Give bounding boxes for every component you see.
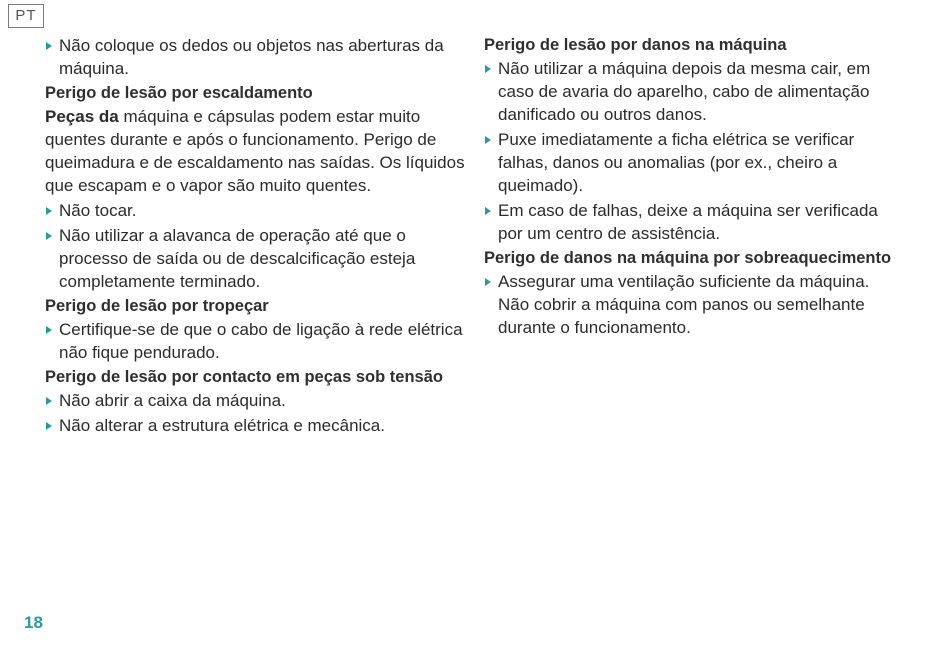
triangle-bullet-icon — [485, 65, 491, 73]
list-item — [45, 224, 470, 293]
triangle-bullet-icon — [46, 397, 52, 405]
triangle-bullet-icon — [46, 422, 52, 430]
section-heading-shock: Perigo de lesão por contacto em peças sob tensão — [45, 368, 443, 386]
list-item — [484, 270, 904, 339]
section-heading-damage: Perigo de lesão por danos na máquina — [484, 36, 787, 54]
list-item — [45, 389, 470, 412]
list-item — [484, 199, 904, 245]
intro-bullet-list — [45, 34, 470, 80]
list-item-text: Em caso de falhas, deixe a máquina ser verificada por um centro de assistência. — [498, 201, 878, 243]
triangle-bullet-icon — [46, 232, 52, 240]
list-item-text: Não utilizar a alavanca de operação até que o processo de saída ou de descalcificação esteja completamente terminado. — [59, 226, 416, 291]
shock-bullet-list — [45, 389, 470, 437]
language-badge: PT — [8, 4, 44, 28]
damage-bullet-list — [484, 57, 904, 245]
triangle-bullet-icon — [485, 207, 491, 215]
trip-bullet-list — [45, 318, 470, 364]
list-item-text: Não utilizar a máquina depois da mesma cair, em caso de avaria do aparelho, cabo de alimentação danificado ou outros danos. — [498, 59, 871, 124]
list-item-text: Não tocar. — [59, 201, 137, 220]
list-item — [484, 128, 904, 197]
triangle-bullet-icon — [46, 326, 52, 334]
scald-paragraph — [45, 105, 470, 197]
list-item — [45, 34, 470, 80]
left-column — [45, 34, 470, 439]
section-heading-overheat: Perigo de danos na máquina por sobreaquecimento — [484, 249, 892, 267]
section-heading-scald: Perigo de lesão por escaldamento — [45, 84, 313, 102]
list-item-text: Não abrir a caixa da máquina. — [59, 391, 286, 410]
scald-paragraph-text: máquina e cápsulas podem estar muito quentes durante e após o funcionamento. Perigo de queimadura e de escaldamento nas saídas. Os líquidos que escapam e o vapor são muito quentes. — [45, 107, 465, 195]
section-heading-trip: Perigo de lesão por tropeçar — [45, 297, 269, 315]
triangle-bullet-icon — [485, 136, 491, 144]
list-item — [484, 57, 904, 126]
list-item — [45, 199, 470, 222]
scald-paragraph-bold: Peças da — [45, 107, 119, 126]
list-item — [45, 414, 470, 437]
list-item-text: Puxe imediatamente a ficha elétrica se verificar falhas, danos ou anomalias (por ex., cheiro a queimado). — [498, 130, 855, 195]
list-item-text: Não alterar a estrutura elétrica e mecânica. — [59, 416, 385, 435]
page-number: 18 — [24, 613, 43, 632]
list-item-text: Certifique-se de que o cabo de ligação à rede elétrica não fique pendurado. — [59, 320, 463, 362]
right-column — [484, 34, 904, 341]
overheat-bullet-list — [484, 270, 904, 339]
list-item — [45, 318, 470, 364]
triangle-bullet-icon — [46, 207, 52, 215]
triangle-bullet-icon — [485, 278, 491, 286]
list-item-text: Assegurar uma ventilação suficiente da máquina. Não cobrir a máquina com panos ou semelhante durante o funcionamento. — [498, 272, 870, 337]
list-item-text: Não coloque os dedos ou objetos nas aberturas da máquina. — [59, 36, 444, 78]
triangle-bullet-icon — [46, 42, 52, 50]
scald-bullet-list — [45, 199, 470, 293]
